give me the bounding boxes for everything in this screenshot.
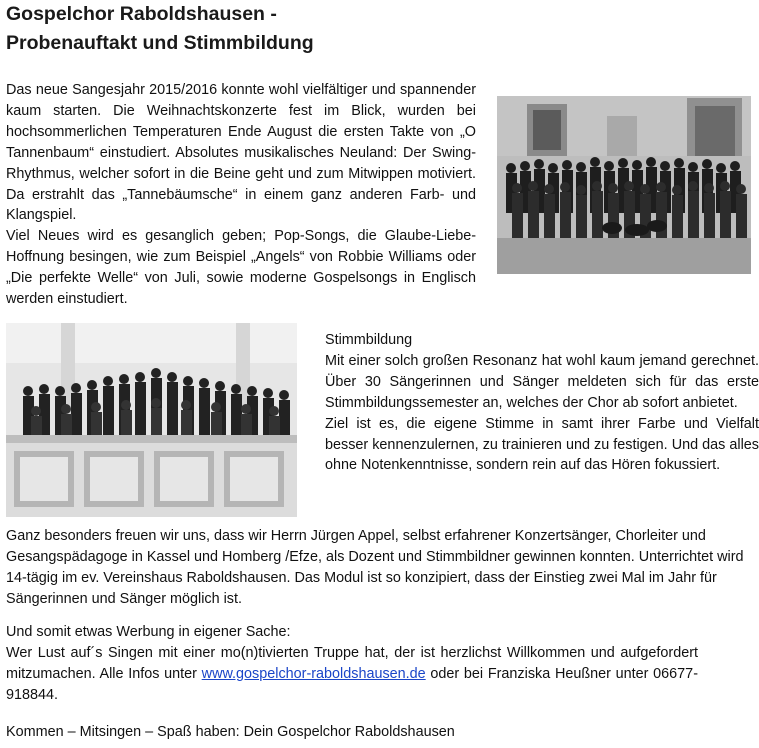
choir-balcony-photo <box>6 323 297 517</box>
werbung-text-before: Wer Lust auf´s Singen mit einer mo(n)tivierten Truppe hat, der ist herzlichst Willkommen und aufgefordert mitzumachen. Alle Infos unter <box>6 644 698 682</box>
stimmbildung-section <box>325 330 759 476</box>
teacher-text: Ganz besonders freuen wir uns, dass wir Herrn Jürgen Appel, selbst erfahrener Konzertsänger, Chorleiter und Gesangspädagoge in Kassel und Homberg /Efze, als Dozent und Stimmbildner gewinnen konnten. Unterrichtet wird 14-tägig im ev. Vereinshaus Raboldshausen. Das Modul ist so konzipiert, dass der Einstieg zwei Mal im Jahr für Sängerinnen und Sänger möglich ist. <box>6 528 744 607</box>
stimmbildung-text-2: Ziel ist es, die eigene Stimme in samt ihrer Farbe und Vielfalt besser kennenzulernen, zu trainieren und zu festigen. Und das alles ohne Notenkenntnisse, sondern rein auf das Hören fokussiert. <box>325 415 759 474</box>
closing-text: Kommen – Mitsingen – Spaß haben: Dein Gospelchor Raboldshausen <box>6 724 455 740</box>
werbung-paragraph <box>6 643 698 706</box>
intro-paragraph <box>6 80 476 310</box>
intro-text: Das neue Sangesjahr 2015/2016 konnte wohl vielfältiger und spannender kaum starten. Die Weihnachtskonzerte fest im Blick, wurden bei hochsommerlichen Temperaturen Ende August die ersten Takte von „O Tannenbaum“ einstudiert. Absolutes musikalisches Neuland: Der Swing-Rhythmus, welcher sofort in die Beine geht und zum Mitwippen motiviert. Da erstrahlt das „Tannebäumsche“ in einem ganz anderen Farb- und Klangspiel. <box>6 82 476 224</box>
stimmbildung-text: Mit einer solch großen Resonanz hat wohl kaum jemand gerechnet. Über 30 Sängerinnen und Sänger meldeten sich für das erste Stimmbildungssemester an, welches der Chor ab sofort anbietet. <box>325 352 759 411</box>
stimmbildung-paragraph <box>325 351 759 476</box>
title-line-2: Probenauftakt und Stimmbildung <box>6 32 314 54</box>
werbung-line-1: Und somit etwas Werbung in eigener Sache: <box>6 624 291 640</box>
title-line-1: Gospelchor Raboldshausen - <box>6 3 277 25</box>
article-title <box>6 0 756 58</box>
werbung-section <box>6 622 698 706</box>
choir-church-photo <box>497 96 751 274</box>
intro-text-2: Viel Neues wird es gesanglich geben; Pop-Songs, die Glaube-Liebe-Hoffnung besingen, wie zum Beispiel „Angels“ von Robbie Williams oder „Die perfekte Welle“ von Juli, sowie moderne Gospelsongs in Englisch werden einstudiert. <box>6 228 476 308</box>
werbung-text-after: oder bei Franziska Heußner unter 06677-918844. <box>6 665 698 703</box>
closing-line <box>6 722 754 743</box>
stimmbildung-heading: Stimmbildung <box>325 332 413 348</box>
teacher-paragraph <box>6 526 754 610</box>
website-link[interactable]: www.gospelchor-raboldshausen.de <box>201 665 426 682</box>
